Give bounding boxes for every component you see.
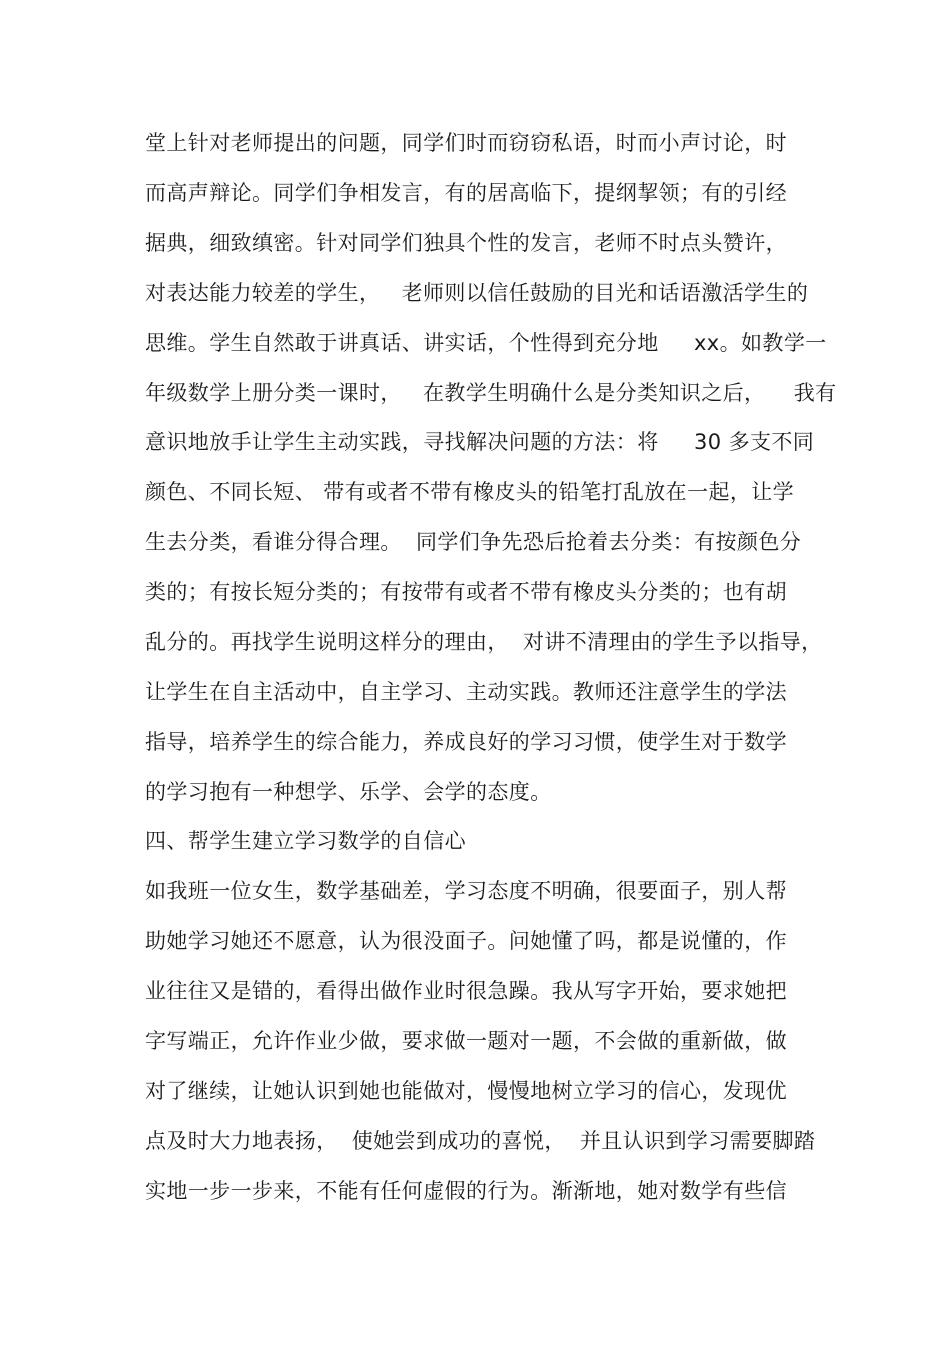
text-line: 的学习抱有一种想学、乐学、会学的态度。 [145, 780, 552, 804]
text-line: 颜色、不同长短、 带有或者不带有橡皮头的铅笔打乱放在一起，让学 [145, 480, 795, 504]
text-line: 让学生在自主活动中，自主学习、主动实践。教师还注意学生的学法 [145, 680, 787, 704]
text-line: 年级数学上册分类一课时， 在教学生明确什么是分类知识之后， 我有 [145, 381, 837, 405]
section-heading: 四、帮学生建立学习数学的自信心 [145, 829, 466, 853]
text-line: 如我班一位女生，数学基础差，学习态度不明确，很要面子，别人帮 [145, 879, 787, 903]
text-line: 点及时大力地表扬， 使她尝到成功的喜悦， 并且认识到学习需要脚踏 [145, 1129, 816, 1153]
text-line: 对表达能力较差的学生， 老师则以信任鼓励的目光和话语激活学生的 [145, 281, 809, 305]
text-line: 堂上针对老师提出的问题，同学们时而窃窃私语，时而小声讨论，时 [145, 131, 787, 155]
text-line: 业往往又是错的，看得出做作业时很急躁。我从写字开始，要求她把 [145, 979, 787, 1003]
text-line: 类的；有按长短分类的；有按带有或者不带有橡皮头分类的；也有胡 [145, 580, 787, 604]
text-line: 思维。学生自然敢于讲真话、讲实话，个性得到充分地 xx。如教学一 [145, 331, 827, 355]
text-line: 意识地放手让学生主动实践，寻找解决问题的方法：将 30 多支不同 [145, 430, 815, 454]
text-line: 乱分的。再找学生说明这样分的理由， 对讲不清理由的学生予以指导， [145, 630, 823, 654]
text-line: 实地一步一步来，不能有任何虚假的行为。渐渐地，她对数学有些信 [145, 1179, 787, 1203]
text-line: 字写端正，允许作业少做，要求做一题对一题，不会做的重新做，做 [145, 1029, 787, 1053]
text-line: 指导，培养学生的综合能力，养成良好的学习习惯，使学生对于数学 [145, 730, 787, 754]
text-line: 据典，细致缜密。针对同学们独具个性的发言，老师不时点头赞许， [145, 231, 787, 255]
text-line: 而高声辩论。同学们争相发言，有的居高临下，提纲挈领；有的引经 [145, 181, 787, 205]
text-line: 助她学习她还不愿意，认为很没面子。问她懂了吗，都是说懂的，作 [145, 929, 787, 953]
text-line: 生去分类，看谁分得合理。 同学们争先恐后抢着去分类：有按颜色分 [145, 530, 802, 554]
text-line: 对了继续，让她认识到她也能做对，慢慢地树立学习的信心，发现优 [145, 1079, 787, 1103]
